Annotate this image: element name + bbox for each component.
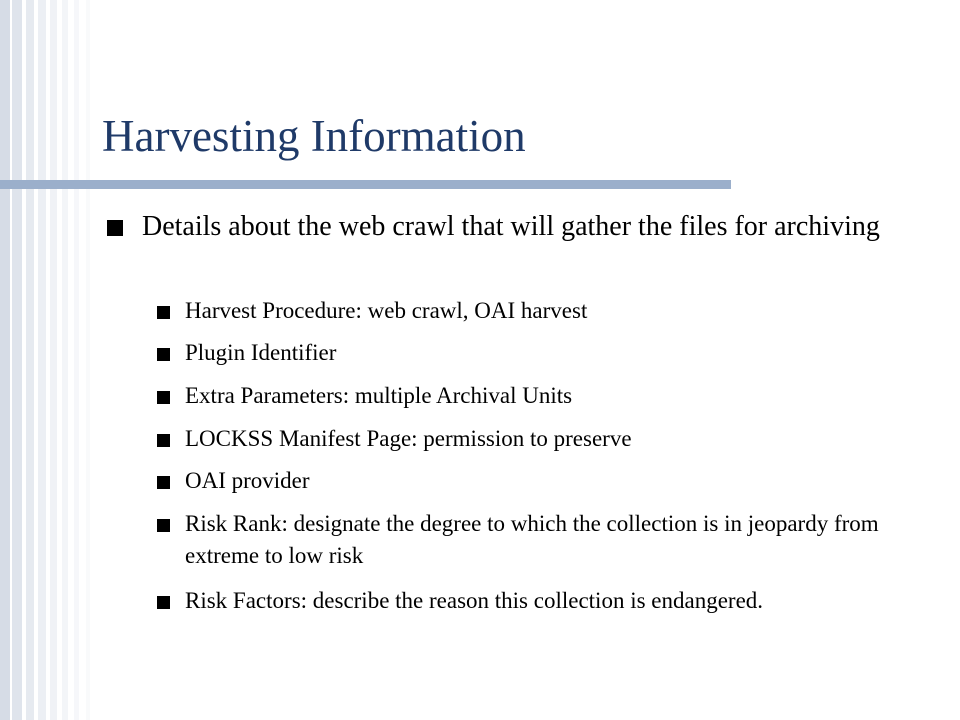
sub-bullet-harvest-procedure: Harvest Procedure: web crawl, OAI harvest	[185, 298, 588, 323]
sub-bullet-square	[157, 476, 170, 489]
main-bullet-text: Details about the web crawl that will gather the files for archiving	[142, 211, 880, 242]
sub-bullet-square	[157, 434, 170, 447]
sub-bullet-extra-parameters: Extra Parameters: multiple Archival Units	[185, 383, 573, 408]
sub-bullet-oai-provider: OAI provider	[185, 468, 310, 493]
stripe	[38, 0, 46, 720]
stripe	[0, 0, 10, 720]
sub-bullet-square	[157, 306, 170, 319]
stripe	[26, 0, 34, 720]
stripe	[62, 0, 68, 720]
sub-bullet-square	[157, 391, 170, 404]
sub-bullet-square	[157, 348, 170, 361]
stripe	[86, 0, 90, 720]
bullet-square	[107, 220, 123, 236]
stripe	[74, 0, 79, 720]
slide-title: Harvesting Information	[102, 111, 526, 161]
stripe	[12, 0, 22, 720]
sub-bullet-risk-rank: Risk Rank: designate the degree to which the collection is in jeopardy from extreme to low risk	[185, 511, 879, 568]
sub-bullet-square	[157, 519, 170, 532]
sub-bullet-square	[157, 596, 170, 609]
sub-bullet-lockss-manifest: LOCKSS Manifest Page: permission to preserve	[185, 426, 632, 451]
stripe	[50, 0, 57, 720]
decorative-stripes	[0, 0, 96, 720]
title-rule	[0, 180, 731, 189]
sub-bullet-plugin-identifier: Plugin Identifier	[185, 340, 337, 365]
sub-bullet-risk-factors: Risk Factors: describe the reason this collection is endangered.	[185, 588, 764, 613]
